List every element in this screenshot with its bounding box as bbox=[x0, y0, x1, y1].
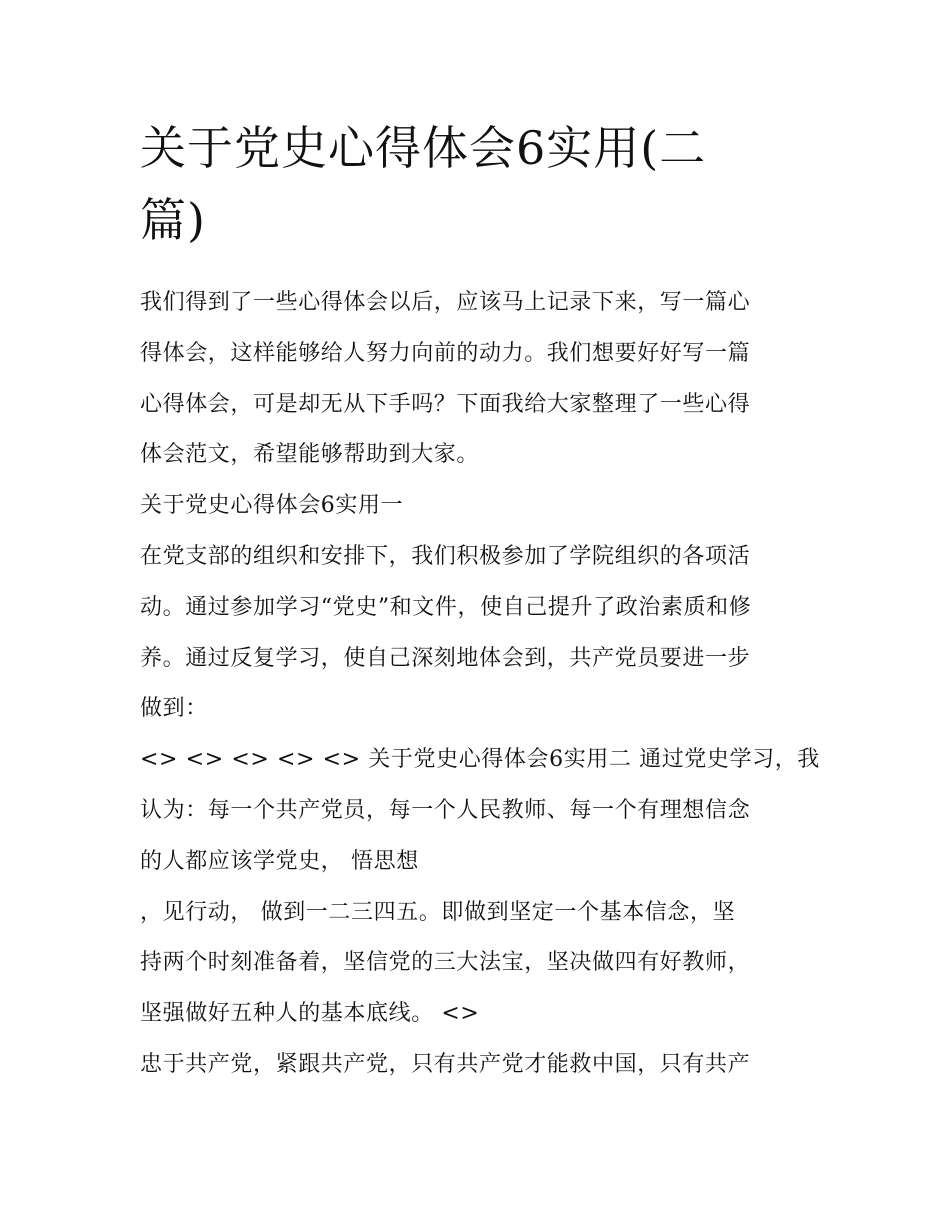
document-title bbox=[140, 112, 812, 256]
section2-paragraph bbox=[140, 735, 820, 887]
title-line: 篇) bbox=[140, 193, 206, 247]
text-line: 做到： bbox=[140, 696, 208, 722]
document-content bbox=[140, 112, 820, 1091]
text-line: 认为：每一个共产党员，每一个人民教师、每一个有理想信念 bbox=[140, 797, 751, 823]
text-line: 心得体会，可是却无从下手吗？下面我给大家整理了一些心得 bbox=[140, 391, 751, 417]
title-line: 关于党史心得体会6实用(二 bbox=[140, 121, 707, 175]
text-line: 忠于共产党，紧跟共产党，只有共产党才能救中国，只有共产 bbox=[140, 1051, 751, 1077]
section1-paragraph bbox=[140, 532, 812, 735]
text-line: 体会范文，希望能够帮助到大家。 bbox=[140, 442, 480, 468]
text-line: ，见行动， 做到一二三四五。即做到坚定一个基本信念，坚 bbox=[140, 899, 736, 925]
text-line: 关于党史心得体会6实用一 bbox=[140, 493, 404, 519]
section-heading bbox=[140, 481, 812, 532]
text-line: 的人都应该学党史， 悟思想 bbox=[140, 848, 419, 874]
text-line: 我们得到了一些心得体会以后，应该马上记录下来，写一篇心 bbox=[140, 290, 751, 315]
text-line: 养。通过反复学习，使自己深刻地体会到，共产党员要进一步 bbox=[140, 645, 751, 671]
section3-paragraph bbox=[140, 888, 812, 1040]
text-line: 在党支部的组织和安排下，我们积极参加了学院组织的各项活 bbox=[140, 543, 751, 569]
text-line: 动。通过参加学习“党史”和文件，使自己提升了政治素质和修 bbox=[140, 594, 752, 620]
intro-paragraph bbox=[140, 278, 812, 481]
text-line: <> <> <> <> <> 关于党史心得体会6实用二 通过党史学习，我 bbox=[140, 747, 820, 773]
section4-paragraph bbox=[140, 1040, 812, 1091]
text-line: 得体会，这样能够给人努力向前的动力。我们想要好好写一篇 bbox=[140, 340, 751, 366]
text-line: 持两个时刻准备着，坚信党的三大法宝，坚决做四有好教师， bbox=[140, 950, 751, 976]
text-line: 坚强做好五种人的基本底线。 <> bbox=[140, 1001, 480, 1027]
